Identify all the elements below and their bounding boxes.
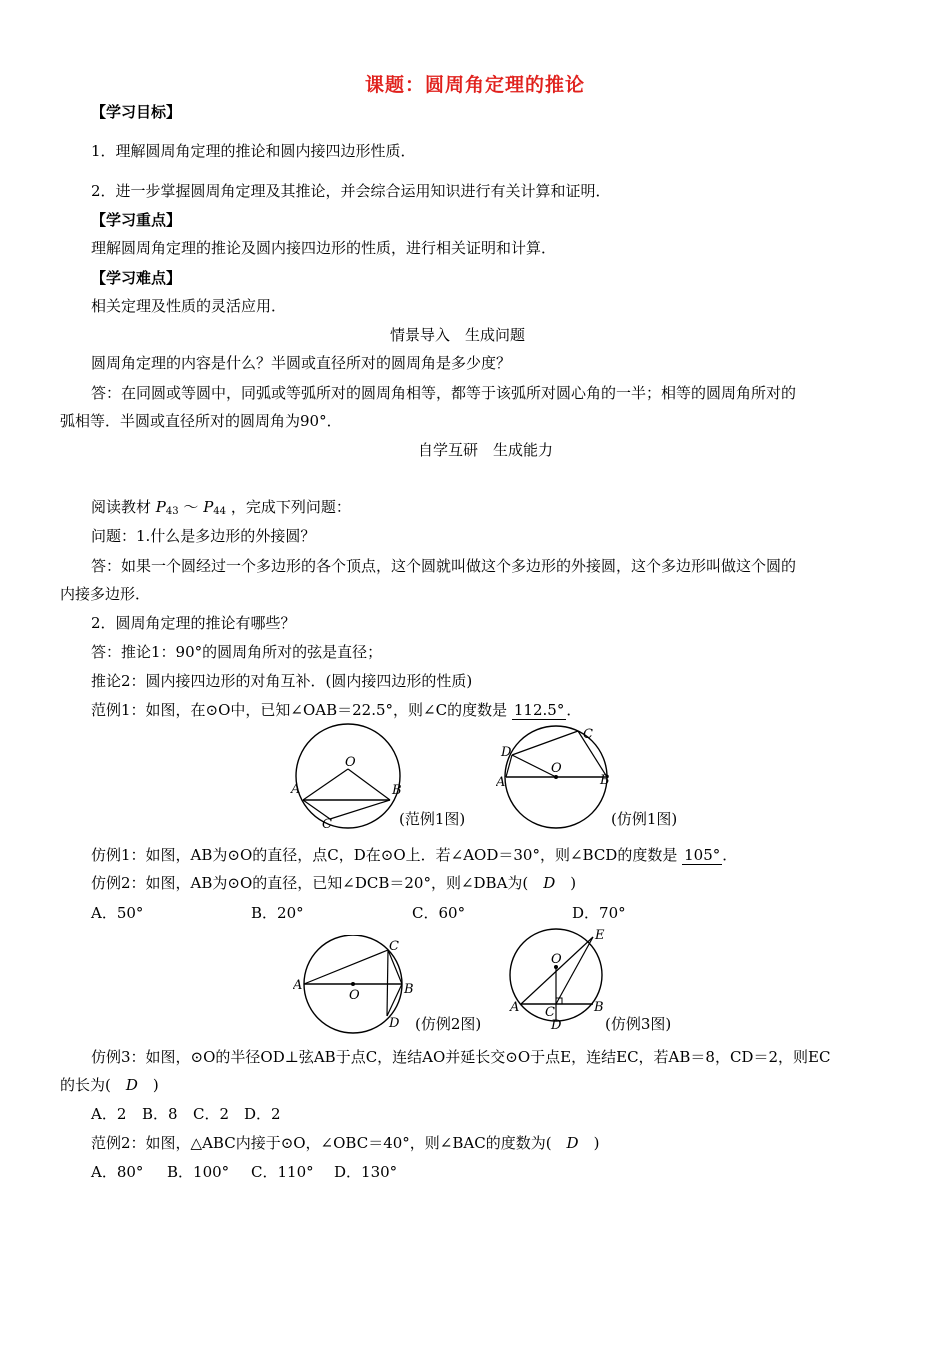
label-b: B [594,1000,604,1015]
example-2-label: 范例2： [91,1134,146,1152]
label-c: C [322,817,332,830]
segment-cd [387,950,388,1016]
example-1-answer: 112.5° [513,701,565,719]
example-1-end: ． [566,701,582,719]
caption-example-1: (范例1图) [399,810,466,828]
answer-2-line-1: 答：推论1：90°的圆周角所对的弦是直径； [91,643,383,661]
variant-1-answer: 105° [684,846,721,864]
variant-1-text: 如图，AB为⊙O的直径，点C，D在⊙O上．若∠AOD＝30°，则∠BCD的度数是 [145,846,678,864]
variant-2-option-c: C．60° [412,904,466,922]
intro-answer-line-2: 弧相等．半圆或直径所对的圆周角为90°． [60,412,342,430]
segment-ob [348,769,390,800]
variant-3-option-d: D．2 [244,1105,281,1123]
label-o: O [551,761,562,776]
self-study-heading: 自学互研 生成能力 [418,441,554,459]
variant-1-label: 仿例1： [91,846,146,864]
example-1-text: 如图，在⊙O中，已知∠OAB＝22.5°，则∠C的度数是 [145,701,508,719]
variant-3-end: ) [137,1076,159,1094]
label-d: D [551,1018,562,1033]
variant-2-end: ) [555,874,577,892]
answer-1-line-1: 答：如果一个圆经过一个多边形的各个顶点，这个圆就叫做这个多边形的外接圆，这个多边形叫做这个圆的 [91,557,797,575]
circle-shape [296,724,400,828]
goal-2: 2．进一步掌握圆周角定理及其推论，并会综合运用知识进行有关计算和证明． [91,182,611,200]
caption-variant-1: (仿例1图) [611,810,678,828]
center-point [351,982,355,986]
figure-variant-1 [496,722,621,830]
variant-3-prefix: 的长为( [60,1076,126,1094]
intro-question: 圆周角定理的内容是什么？半圆或直径所对的圆周角是多少度？ [91,354,512,372]
variant-3-option-c: C．2 [193,1105,230,1123]
example-2-option-b: B．100° [167,1163,230,1181]
example-1 [91,700,581,720]
variant-1 [91,845,737,865]
label-b: B [404,982,414,997]
segment-ae [521,937,593,1004]
range-tilde: ～ [183,498,199,516]
label-a: A [291,782,301,797]
label-a: A [293,978,303,993]
label-b: B [392,783,402,798]
segment-dc [512,731,578,755]
example-2-text: 如图，△ABC内接于⊙O，∠OBC＝40°，则∠BAC的度数为( [145,1134,567,1152]
variant-2-label: 仿例2： [91,874,146,892]
example-2-answer: D [566,1134,579,1152]
variant-2-text: 如图，AB为⊙O的直径，已知∠DCB＝20°，则∠DBA为( [145,874,544,892]
variant-2-option-b: B．20° [251,904,304,922]
segment-ac [304,950,388,984]
label-o: O [349,988,360,1003]
variant-3-line-1 [91,1047,830,1067]
page-ref-start-number: 43 [165,506,179,517]
intro-heading: 情景导入 生成问题 [390,326,526,344]
label-c: C [583,727,593,742]
label-d: D [501,745,512,760]
answer-1-line-2: 内接多边形． [60,585,151,603]
label-c: C [389,939,399,954]
variant-2-option-a: A．50° [91,904,144,922]
key-points-heading: 【学习重点】 [91,211,182,229]
variant-3-option-a: A．2 [91,1105,127,1123]
label-a: A [510,1000,520,1015]
label-d: D [389,1016,400,1031]
variant-1-end: ． [722,846,738,864]
variant-3-line-2 [60,1075,159,1095]
reading-suffix: ，完成下列问题： [230,498,351,516]
variant-2 [91,873,576,893]
segment-ao [303,769,348,800]
page-ref-start: P [155,498,166,516]
label-b: B [600,773,610,788]
reading-instruction [91,497,351,522]
page-title: 课题：圆周角定理的推论 [364,74,585,96]
label-c: C [545,1005,555,1020]
example-2-option-d: D．130° [334,1163,398,1181]
example-2-option-a: A．80° [91,1163,144,1181]
goal-1: 1．理解圆周角定理的推论和圆内接四边形性质． [91,142,416,160]
example-1-label: 范例1： [91,701,146,719]
intro-answer-line-1: 答：在同圆或等圆中，同弧或等弧所对的圆周角相等，都等于该弧所对圆心角的一半；相等的圆周角所对的 [91,384,797,402]
figure-variant-3 [505,925,613,1033]
variant-3-answer: D [125,1076,138,1094]
segment-do [512,755,556,777]
example-2-end: ) [578,1134,600,1152]
caption-variant-3: (仿例3图) [605,1015,672,1033]
variant-2-option-d: D．70° [572,904,626,922]
label-a: A [496,775,506,790]
question-1: 问题：1.什么是多边形的外接圆？ [91,527,316,545]
label-e: E [595,928,605,943]
goals-heading: 【学习目标】 [91,103,182,121]
variant-2-answer: D [543,874,556,892]
segment-cb [388,950,402,984]
variant-3-text: 如图，⊙O的半径OD⊥弦AB于点C，连结AO并延长交⊙O于点E，连结EC，若AB＝8，CD＝2，则EC [145,1048,831,1066]
page-ref-end-number: 44 [213,506,227,517]
figure-example-1 [290,722,415,830]
label-o: O [551,952,562,967]
figure-variant-2 [293,935,418,1035]
caption-variant-2: (仿例2图) [415,1015,482,1033]
difficulty-text: 相关定理及性质的灵活应用． [91,297,287,315]
example-2-option-c: C．110° [251,1163,314,1181]
variant-3-option-b: B．8 [142,1105,178,1123]
question-2: 2．圆周角定理的推论有哪些？ [91,614,296,632]
label-o: O [345,755,356,770]
key-points-text: 理解圆周角定理的推论及圆内接四边形的性质，进行相关证明和计算． [91,239,557,257]
variant-3-label: 仿例3： [91,1048,146,1066]
difficulty-heading: 【学习难点】 [91,269,182,287]
page-ref-end: P [203,498,214,516]
example-2 [91,1133,599,1153]
reading-prefix: 阅读教材 [91,498,152,516]
segment-ce [556,937,593,1004]
answer-2-line-2: 推论2：圆内接四边形的对角互补．(圆内接四边形的性质) [91,672,473,690]
